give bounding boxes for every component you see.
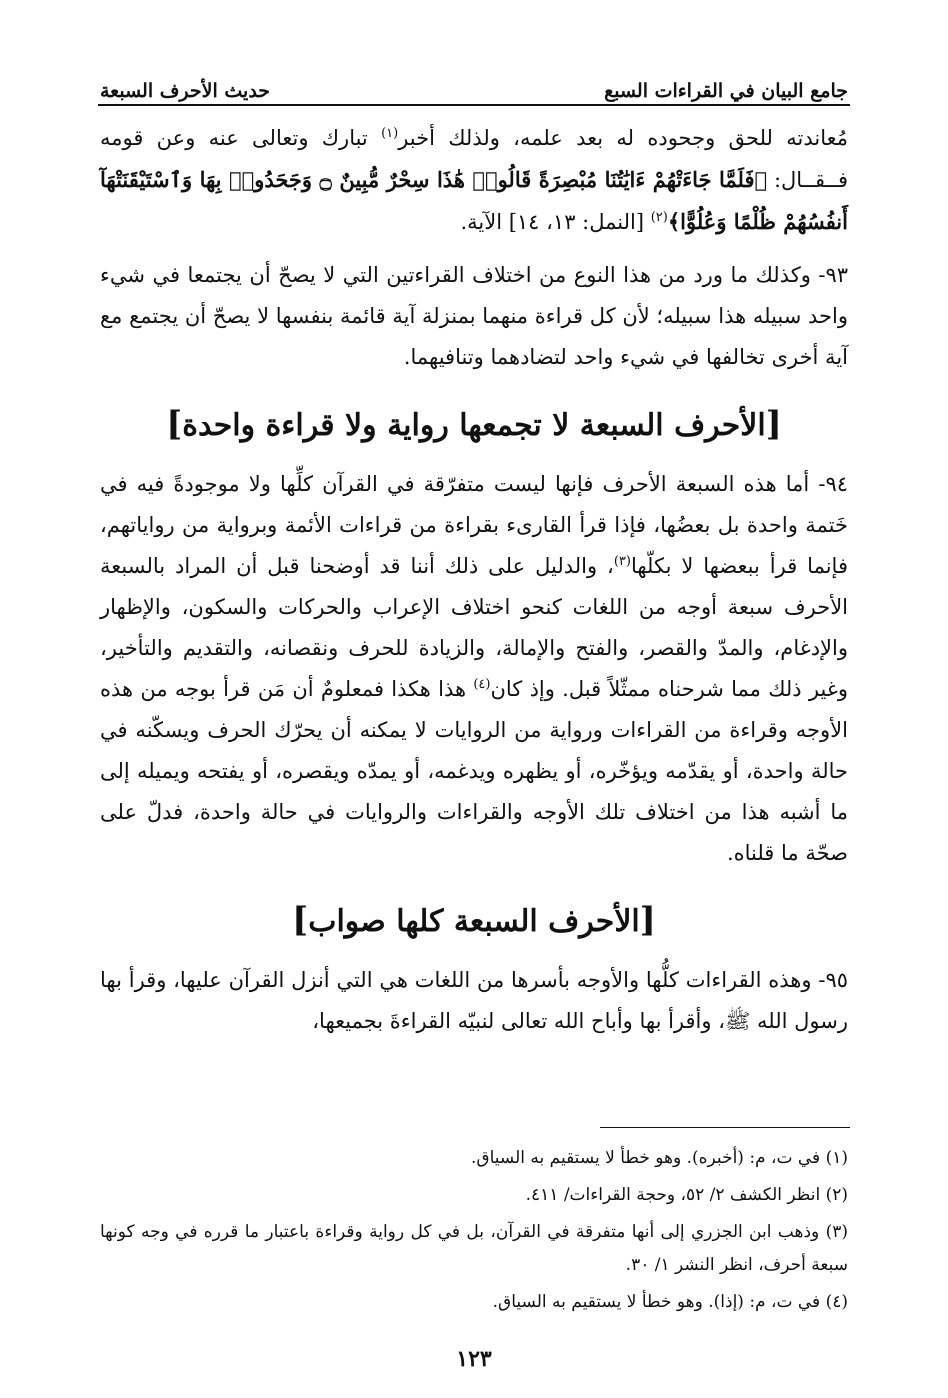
- quran-verse: ﴿فَلَمَّا جَاءَتْهُمْ ءَايَٰتُنَا مُبْصِرَةً قَالُوا۟ هَٰذَا سِحْرٌ مُّبِينٌ ۝ وَجَحَدُوا۟ بِهَا وَٱسْتَيْقَنَتْهَآ أَنفُسُهُمْ ظُلْمًا وَعُلُوًّا﴾: [100, 167, 848, 234]
- section-heading-1: [الأحرف السبعة لا تجمعها رواية ولا قراءة واحدة]: [166, 404, 782, 444]
- main-text: [100, 118, 848, 1042]
- footnote-3: (٣) وذهب ابن الجزري إلى أنها متفرقة في القرآن، بل في كل رواية وقراءة باعتبار ما قرره في وجه كونها سبعة أحرف، انظر النشر ١/ ٣٠.: [100, 1222, 848, 1275]
- book-title: جامع البيان في القراءات السبع: [604, 80, 848, 102]
- paragraph-95: ٩٥- وهذه القراءات كلُّها والأوجه بأسرها من اللغات هي التي أنزل القرآن عليها، وقرأ بها رسول الله ﷺ، وأقرأ بها وأباح الله تعالى لنبيّه القراءةَ بجميعها،: [100, 968, 848, 1033]
- footnote-ref-4: (٤): [473, 677, 491, 692]
- footnote-ref-3: (٣): [613, 554, 631, 569]
- paragraph-93: ٩٣- وكذلك ما ورد من هذا النوع من اختلاف القراءتين التي لا يصحّ أن يجتمعا في شيء واحد سبيله هذا سبيله؛ لأن كل قراءة منهما بمنزلة آية قائمة بنفسها لا يصحّ أن يجتمع مع آية أخرى تخالفها في شيء واحد لتضادهما وتنافيهما.: [100, 263, 848, 369]
- header-rule: [98, 104, 850, 106]
- footnote-rule: [600, 1127, 850, 1128]
- running-header: [100, 62, 848, 102]
- footnote-1: (١) في ت، م: (أخبره). وهو خطأ لا يستقيم به السياق.: [471, 1148, 848, 1168]
- footnote-ref-2: (٢): [650, 210, 668, 225]
- paragraph-continued: مُعاندته للحق وجحوده له بعد علمه، ولذلك أخبر$^{(١)}$ تبارك وتعالى عنه وعن قومه فــقــال: ﴿فَلَمَّا جَاءَتْهُمْ ءَايَٰتُنَا مُبْصِرَةً قَالُوا۟ هَٰذَا سِحْرٌ مُّبِينٌ ۝ وَجَحَدُوا۟ بِهَا وَٱسْتَيْقَنَتْهَآ أَنفُسُهُمْ ظُلْمًا وَعُلُوًّا﴾$^{(٢)}$ [النمل: ١٣، ١٤] الآية.: [100, 126, 848, 234]
- footnotes: [100, 1142, 848, 1323]
- paragraph-94: ٩٤- أما هذه السبعة الأحرف فإنها ليست متفرّقة في القرآن كلِّها ولا موجودةً فيه في خَتمة واحدة بل بعضُها، فإذا قرأ القارىء بقراءة من قراءات الأئمة وبرواية من رواياتهم، فإنما قرأ ببعضها لا بكلّها$^{(٣)}$، والدليل على ذلك أننا قد أوضحنا قبل أن المراد بالسبعة الأحرف سبعة أوجه من اللغات كنحو اختلاف الإعراب والحركات والسكون، والإظهار والإدغام، والمدّ والقصر، والفتح والإمالة، والزيادة للحرف ونقصانه، والتقديم والتأخير، وغير ذلك مما شرحناه ممثّلاً قبل. وإذ كان$^{(٤)}$ هذا هكذا فمعلومٌ أن مَن قرأ بوجه من هذه الأوجه وقراءة من القراءات ورواية من الروايات لا يمكنه أن يحرّك الحرف ويسكّنه في حالة واحدة، أو يقدّمه ويؤخّره، أو يظهره ويدغمه، أو يمدّه ويقصره، أو يفتحه ويميله إلى ما أشبه هذا من اختلاف تلك الأوجه والقراءات والروايات في حالة واحدة، فدلّ على صحّة ما قلناه.: [100, 472, 848, 865]
- footnote-2: (٢) انظر الكشف ٢/ ٥٢، وحجة القراءات/ ٤١١.: [525, 1185, 848, 1205]
- footnote-ref-1: (١): [381, 126, 399, 141]
- footnote-4: (٤) في ت، م: (إذا). وهو خطأ لا يستقيم به السياق.: [492, 1292, 848, 1312]
- chapter-title: حديث الأحرف السبعة: [100, 80, 271, 102]
- page-number: ١٢٣: [456, 1346, 492, 1372]
- section-heading-2: [الأحرف السبعة كلها صواب]: [292, 900, 656, 940]
